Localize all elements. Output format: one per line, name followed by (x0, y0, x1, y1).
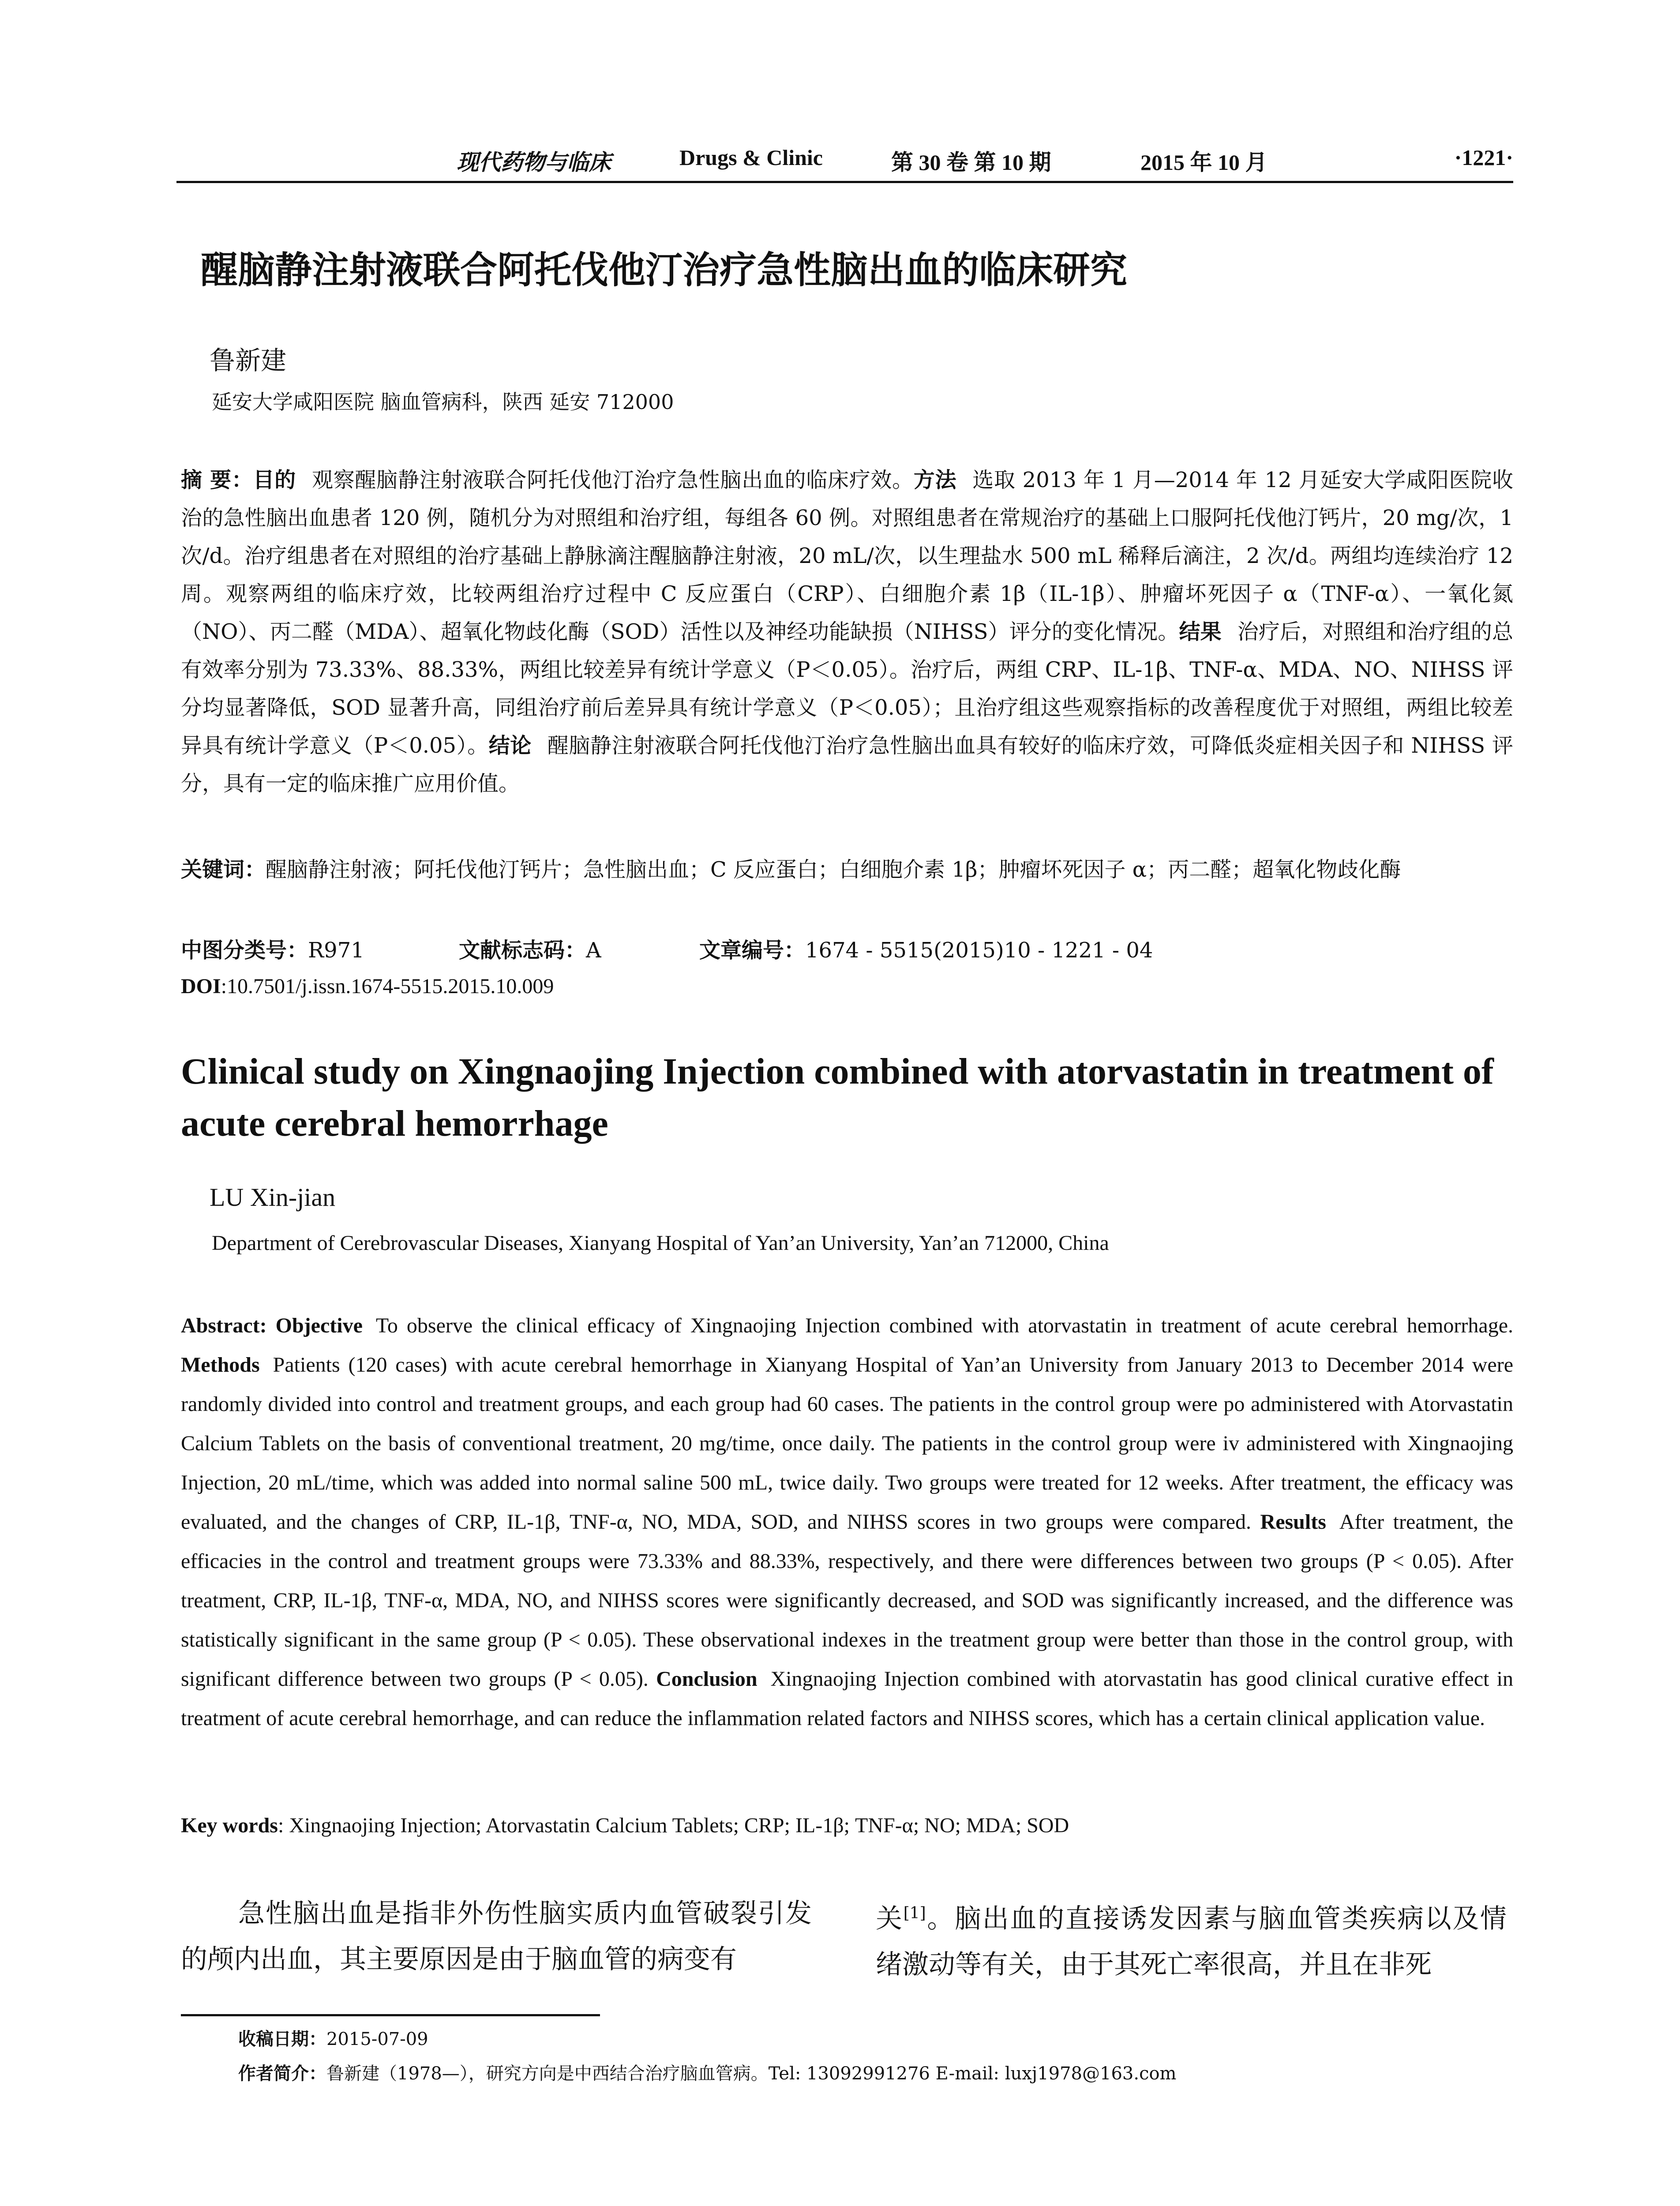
doi-label: DOI (181, 975, 221, 998)
article-no-field (699, 933, 1153, 964)
body-column-left: 急性脑出血是指非外伤性脑实质内血管破裂引发的颅内出血，其主要原因是由于脑血管的病变有 (181, 1898, 812, 1975)
keywords-text-en: : Xingnaojing Injection; Atorvastatin Calcium Tablets; CRP; IL-1β; TNF-α; NO; MDA; SOD (278, 1814, 1069, 1837)
methods-label-cn: 方法 (913, 468, 957, 492)
body-right-rest: 。脑出血的直接诱发因素与脑血管类疾病以及情绪激动等有关，由于其死亡率很高，并且在非死 (876, 1903, 1507, 1980)
clc-label: 中图分类号： (181, 938, 308, 963)
conclusion-text-cn: 醒脑静注射液联合阿托伐他汀治疗急性脑出血具有较好的临床疗效，可降低炎症相关因子和 NIHSS 评分，具有一定的临床推广应用价值。 (181, 733, 1513, 796)
results-label-cn: 结果 (1179, 619, 1222, 644)
body-column-right (876, 1891, 1507, 1988)
affiliation-en: Department of Cerebrovascular Diseases, Xianyang Hospital of Yan’an University, Yan’an 712000, China (212, 1231, 1109, 1255)
doc-code-value: A (586, 938, 601, 963)
article-no-value: 1674 - 5515(2015)10 - 1221 - 04 (805, 938, 1153, 963)
keywords-label-cn: 关键词： (181, 857, 266, 882)
page-number: ·1221· (1454, 145, 1513, 170)
volume-issue: 第 30 卷 第 10 期 (891, 150, 1051, 175)
results-text-en: After treatment, the efficacies in the control and treatment groups were 73.33% and 88.33%, respectively, and there were differences between two groups (P < 0.05). After treatment, CRP, IL-1β, TNF-α, MDA, NO, and NIHSS scores were significantly decreased, and SOD was significantly increased, and the difference was statistically significant in the same group (P < 0.05). These observational indexes in the treatment group were better than those in the control group, with significant difference between two groups (P < 0.05). (181, 1510, 1514, 1691)
methods-text-cn: 选取 2013 年 1 月—2014 年 12 月延安大学咸阳医院收治的急性脑出血患者 120 例，随机分为对照组和治疗组，每组各 60 例。对照组患者在常规治疗的基础上口服阿托伐他汀钙片，20 mg/次，1 次/d。治疗组患者在对照组的治疗基础上静脉滴注醒脑静注射液，20 mL/次，以生理盐水 500 mL 稀释后滴注，2 次/d。两组均连续治疗 12 周。观察两组的临床疗效，比较两组治疗过程中 C 反应蛋白（CRP）、白细胞介素 1β（IL-1β）、肿瘤坏死因子 α（TNF-α）、一氧化氮（NO）、丙二醛（MDA）、超氧化物歧化酶（SOD）活性以及神经功能缺损（NIHSS）评分的变化情况。 (181, 468, 1513, 644)
body-right-start: 关 (876, 1903, 904, 1934)
citation-ref: [1] (903, 1904, 926, 1922)
clc-value: R971 (308, 938, 364, 963)
conclusion-label-cn: 结论 (488, 733, 532, 758)
issue-date: 2015 年 10 月 (1140, 150, 1268, 175)
doi-value: :10.7501/j.issn.1674-5515.2015.10.009 (221, 975, 554, 998)
objective-label-cn: 目的 (253, 468, 296, 492)
keywords-text-cn: 醒脑静注射液；阿托伐他汀钙片；急性脑出血；C 反应蛋白；白细胞介素 1β；肿瘤坏死因子 α；丙二醛；超氧化物歧化酶 (266, 857, 1401, 882)
abstract-cn (181, 461, 1513, 803)
results-text-cn: 治疗后，对照组和治疗组的总有效率分别为 73.33%、88.33%，两组比较差异有统计学意义（P＜0.05）。治疗后，两组 CRP、IL-1β、TNF-α、MDA、NO、NIHSS 评分均显著降低，SOD 显著升高，同组治疗前后差异具有统计学意义（P＜0.05）；且治疗组这些观察指标的改善程度优于对照组，两组比较差异具有统计学意义（P＜0.05）。 (181, 619, 1513, 758)
methods-text-en: Patients (120 cases) with acute cerebral hemorrhage in Xianyang Hospital of Yan’an University from January 2013 to December 2014 were randomly divided into control and treatment groups, and each group had 60 cases. The patients in the control group were po administered with Atorvastatin Calcium Tablets on the basis of conventional treatment, 20 mg/time, once daily. The patients in the control group were iv administered with Xingnaojing Injection, 20 mL/time, which was added into normal saline 500 mL, twice daily. Two groups were treated for 12 weeks. After treatment, the efficacy was evaluated, and the changes of CRP, IL-1β, TNF-α, NO, MDA, SOD, and NIHSS scores in two groups were compared. (181, 1353, 1513, 1534)
received-date: 2015-07-09 (326, 2029, 428, 2049)
objective-text-cn: 观察醒脑静注射液联合阿托伐他汀治疗急性脑出血的临床疗效。 (311, 468, 914, 492)
methods-label-en: Methods (181, 1353, 260, 1377)
author-bio-text: 鲁新建（1978—），研究方向是中西结合治疗脑血管病。Tel: 13092991276 E-mail: luxj1978@163.com (326, 2063, 1177, 2084)
author-bio-label: 作者简介： (238, 2063, 326, 2084)
received-label: 收稿日期： (238, 2029, 326, 2049)
results-label-en: Results (1260, 1510, 1326, 1534)
clc-field (181, 938, 364, 963)
abstract-label-cn: 摘 要： (181, 468, 253, 492)
abstract-en (181, 1306, 1513, 1738)
author-cn: 鲁新建 (210, 345, 287, 375)
keywords-en (181, 1813, 1513, 1838)
author-en: LU Xin-jian (210, 1183, 336, 1212)
conclusion-label-en: Conclusion (656, 1667, 758, 1691)
journal-name-cn: 现代药物与临床 (457, 150, 611, 175)
keywords-label-en: Key words (181, 1814, 278, 1837)
article-no-label: 文章编号： (699, 938, 806, 963)
running-header (176, 140, 1513, 183)
abstract-label-en: Abstract: Objective (181, 1314, 363, 1337)
doi-line (181, 974, 554, 998)
footnote-received (238, 2025, 428, 2050)
footnote-rule (181, 2014, 600, 2016)
title-en: Clinical study on Xingnaojing Injection combined with atorvastatin in treatment of acute cerebral hemorrhage (181, 1051, 1494, 1144)
title-cn: 醒脑静注射液联合阿托伐他汀治疗急性脑出血的临床研究 (201, 248, 1128, 292)
journal-name-en: Drugs & Clinic (679, 145, 823, 170)
objective-text-en: To observe the clinical efficacy of Xingnaojing Injection combined with atorvastatin in treatment of acute cerebral hemorrhage. (375, 1314, 1514, 1337)
keywords-cn (181, 851, 1513, 889)
affiliation-cn: 延安大学咸阳医院 脑血管病科，陕西 延安 712000 (212, 390, 674, 414)
doc-code-label: 文献标志码： (459, 938, 586, 963)
conclusion-text-en: Xingnaojing Injection combined with atorvastatin has good clinical curative effect in treatment of acute cerebral hemorrhage, and can reduce the inflammation related factors and NIHSS scores, which has a certain clinical application value. (181, 1667, 1514, 1730)
classification-line (181, 933, 1153, 964)
footnote-author (238, 2060, 1176, 2085)
doc-code-field (459, 933, 601, 964)
